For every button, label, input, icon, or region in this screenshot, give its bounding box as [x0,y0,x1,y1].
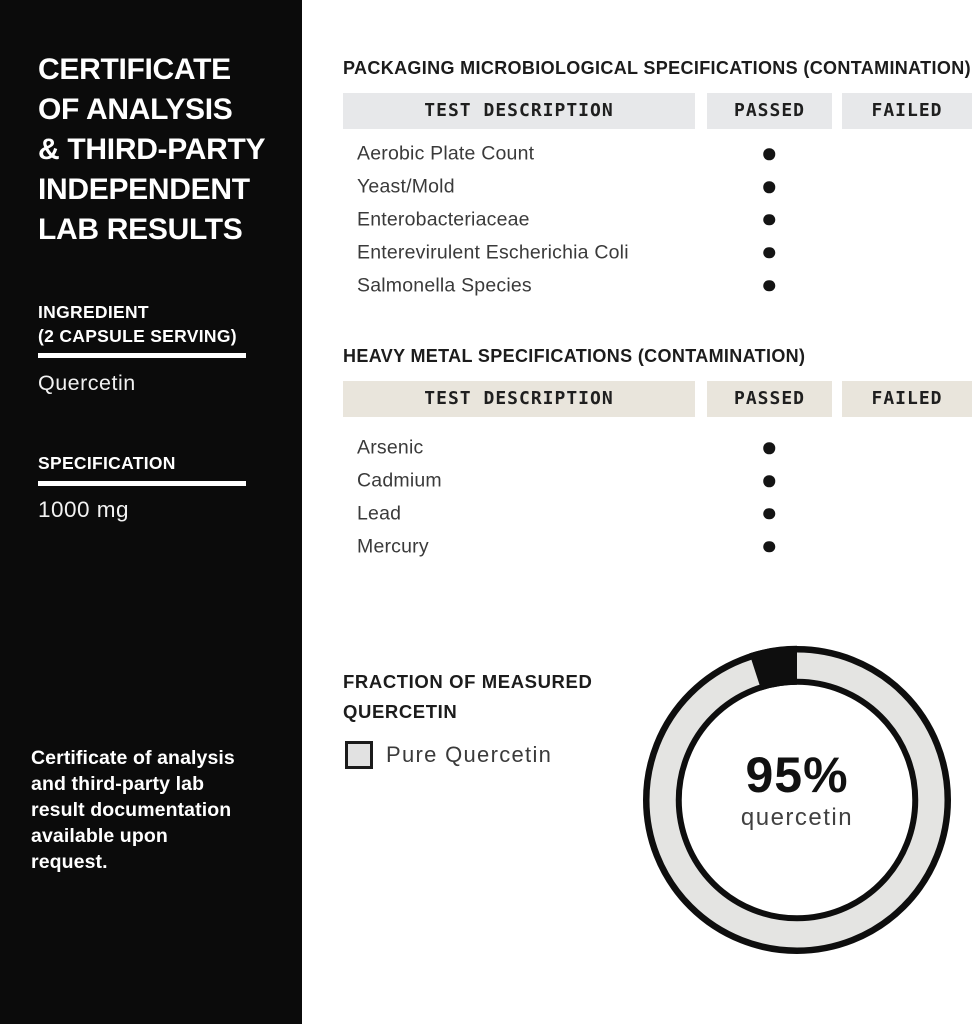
test-description: Aerobic Plate Count [357,142,535,165]
ingredient-value: Quercetin [38,371,136,395]
legend-swatch [345,741,373,769]
test-description: Cadmium [357,469,442,492]
result-dot-passed [763,247,775,259]
table-row [343,171,972,204]
quercetin-fraction-section [343,667,623,767]
table-row [343,236,972,269]
result-dot-passed [763,149,775,161]
test-description: Salmonella Species [357,274,532,297]
result-dot-passed [763,280,775,292]
test-description: Lead [357,502,402,525]
column-header: TEST DESCRIPTION [343,93,695,129]
column-header: PASSED [707,93,832,129]
test-description: Enterobacteriaceae [357,208,530,231]
table-row [343,498,972,531]
page-title: CERTIFICATE OF ANALYSIS & THIRD-PARTY INDEPENDENT LAB RESULTS [38,53,266,246]
donut-chart [638,641,956,959]
chart-title: FRACTION OF MEASURED QUERCETIN [343,671,593,722]
table-row [343,138,972,171]
specification-divider [38,481,246,486]
test-description: Mercury [357,535,429,558]
result-dot-passed [763,541,775,553]
table-row [343,432,972,465]
test-description: Enterevirulent Escherichia Coli [357,241,629,264]
donut-center-label [638,749,956,832]
test-description: Yeast/Mold [357,175,455,198]
result-dot-passed [763,443,775,455]
table-header-row [343,381,972,417]
table-header-row [343,93,972,129]
legend-label: Pure Quercetin [386,742,553,767]
donut-percentage: 95% [745,747,849,803]
table-title: HEAVY METAL SPECIFICATIONS (CONTAMINATION) [343,346,806,366]
table-row [343,465,972,498]
sidebar [0,0,302,1024]
result-dot-passed [763,475,775,487]
ingredient-label: INGREDIENT (2 CAPSULE SERVING) [38,302,237,346]
result-dot-passed [763,508,775,520]
ingredient-divider [38,353,246,358]
table-row [343,269,972,302]
table-row [343,530,972,563]
column-header: FAILED [842,93,972,129]
donut-caption: quercetin [740,804,854,831]
test-description: Arsenic [357,436,424,459]
table-row [343,204,972,237]
table-body [343,138,972,302]
specification-label: SPECIFICATION [38,453,176,473]
availability-note: Certificate of analysis and third-party lab result documentation available upon request. [31,747,235,873]
column-header: TEST DESCRIPTION [343,381,695,417]
column-header: PASSED [707,381,832,417]
table-title: PACKAGING MICROBIOLOGICAL SPECIFICATIONS (CONTAMINATION) [343,58,971,78]
result-dot-passed [763,181,775,193]
result-dot-passed [763,214,775,226]
column-header: FAILED [842,381,972,417]
specification-value: 1000 mg [38,497,130,522]
table-body [343,432,972,563]
chart-legend [345,741,552,769]
